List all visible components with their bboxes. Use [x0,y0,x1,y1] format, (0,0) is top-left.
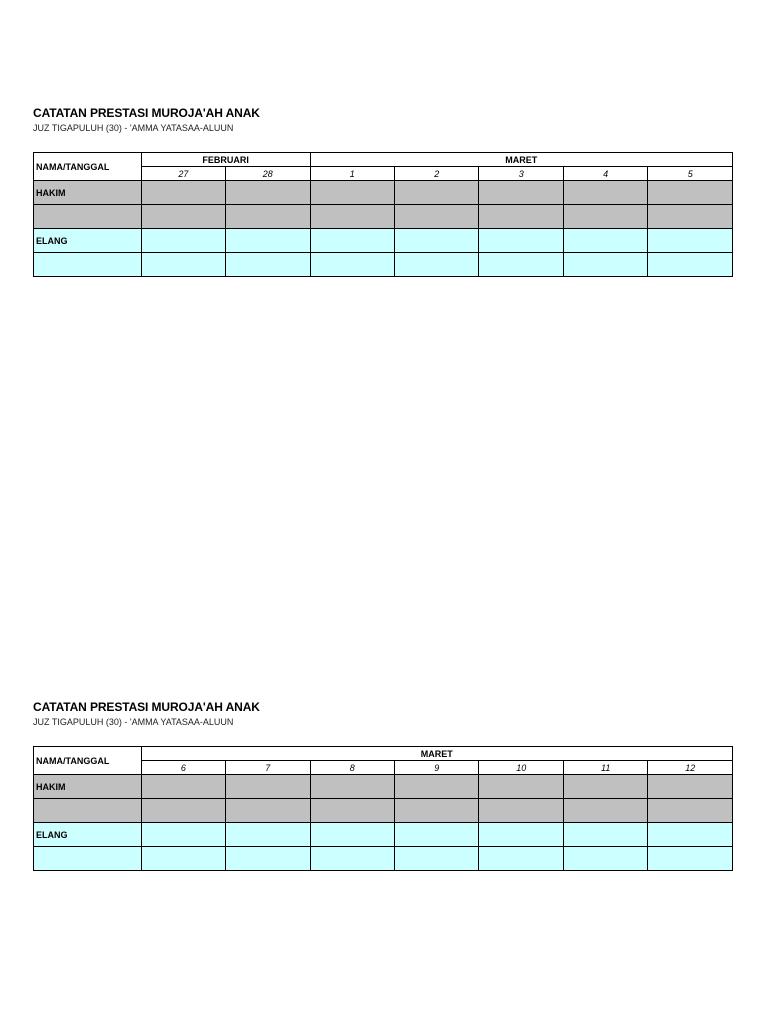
score-cell[interactable] [310,799,394,823]
day-header: 7 [226,761,310,775]
score-cell[interactable] [648,775,733,799]
score-cell[interactable] [310,823,394,847]
score-cell[interactable] [648,823,733,847]
score-cell[interactable] [479,253,563,277]
score-cell[interactable] [648,181,733,205]
score-cell[interactable] [479,229,563,253]
score-cell[interactable] [648,847,733,871]
score-cell[interactable] [479,847,563,871]
score-cell[interactable] [141,229,225,253]
day-header: 8 [310,761,394,775]
score-cell[interactable] [141,181,225,205]
day-header: 1 [310,167,394,181]
day-header: 27 [141,167,225,181]
score-cell[interactable] [563,229,647,253]
score-cell[interactable] [141,823,225,847]
month-header: MARET [310,153,732,167]
score-cell[interactable] [563,181,647,205]
score-cell[interactable] [563,823,647,847]
score-cell[interactable] [226,253,310,277]
day-header: 6 [141,761,225,775]
score-cell[interactable] [226,847,310,871]
score-cell[interactable] [141,253,225,277]
table-row [34,847,733,871]
score-cell[interactable] [226,229,310,253]
sheet-title: CATATAN PRESTASI MUROJA'AH ANAK [33,106,260,120]
student-name-cell[interactable] [34,799,142,823]
table-row [34,253,733,277]
day-header: 4 [563,167,647,181]
student-name-cell[interactable] [34,847,142,871]
score-cell[interactable] [310,775,394,799]
attendance-table [33,152,733,277]
score-cell[interactable] [648,799,733,823]
name-date-header: NAMA/TANGGAL [34,153,142,181]
score-cell[interactable] [226,775,310,799]
student-name-cell[interactable]: HAKIM [34,775,142,799]
day-header: 28 [226,167,310,181]
sheet-block-1 [33,106,693,246]
month-header: FEBRUARI [141,153,310,167]
score-cell[interactable] [479,205,563,229]
score-cell[interactable] [563,253,647,277]
score-cell[interactable] [563,847,647,871]
score-cell[interactable] [310,229,394,253]
day-header: 2 [395,167,479,181]
table-row [34,823,733,847]
table-row [34,229,733,253]
score-cell[interactable] [563,775,647,799]
score-cell[interactable] [226,181,310,205]
score-cell[interactable] [648,229,733,253]
table-row [34,181,733,205]
student-name-cell[interactable]: ELANG [34,229,142,253]
score-cell[interactable] [310,205,394,229]
sheet-subtitle: JUZ TIGAPULUH (30) - 'AMMA YATASAA-ALUUN [33,123,234,133]
student-name-cell[interactable] [34,205,142,229]
score-cell[interactable] [310,181,394,205]
table-row [34,775,733,799]
score-cell[interactable] [648,205,733,229]
day-header: 3 [479,167,563,181]
score-cell[interactable] [479,775,563,799]
name-date-header: NAMA/TANGGAL [34,747,142,775]
table-row [34,205,733,229]
sheet-title: CATATAN PRESTASI MUROJA'AH ANAK [33,700,260,714]
score-cell[interactable] [563,205,647,229]
month-header: MARET [141,747,732,761]
score-cell[interactable] [226,799,310,823]
score-cell[interactable] [395,847,479,871]
score-cell[interactable] [563,799,647,823]
score-cell[interactable] [395,253,479,277]
score-cell[interactable] [226,205,310,229]
score-cell[interactable] [226,823,310,847]
score-cell[interactable] [395,775,479,799]
day-header: 9 [395,761,479,775]
score-cell[interactable] [310,253,394,277]
score-cell[interactable] [479,181,563,205]
table-row [34,799,733,823]
attendance-table [33,746,733,871]
score-cell[interactable] [395,799,479,823]
score-cell[interactable] [141,775,225,799]
student-name-cell[interactable]: ELANG [34,823,142,847]
score-cell[interactable] [141,847,225,871]
score-cell[interactable] [479,799,563,823]
score-cell[interactable] [141,205,225,229]
day-header: 11 [563,761,647,775]
day-header: 12 [648,761,733,775]
score-cell[interactable] [395,181,479,205]
day-header: 5 [648,167,733,181]
sheet-block-2 [33,700,696,840]
score-cell[interactable] [395,823,479,847]
score-cell[interactable] [310,847,394,871]
score-cell[interactable] [395,205,479,229]
student-name-cell[interactable]: HAKIM [34,181,142,205]
sheet-subtitle: JUZ TIGAPULUH (30) - 'AMMA YATASAA-ALUUN [33,717,234,727]
score-cell[interactable] [648,253,733,277]
day-header: 10 [479,761,563,775]
student-name-cell[interactable] [34,253,142,277]
score-cell[interactable] [141,799,225,823]
score-cell[interactable] [395,229,479,253]
score-cell[interactable] [479,823,563,847]
